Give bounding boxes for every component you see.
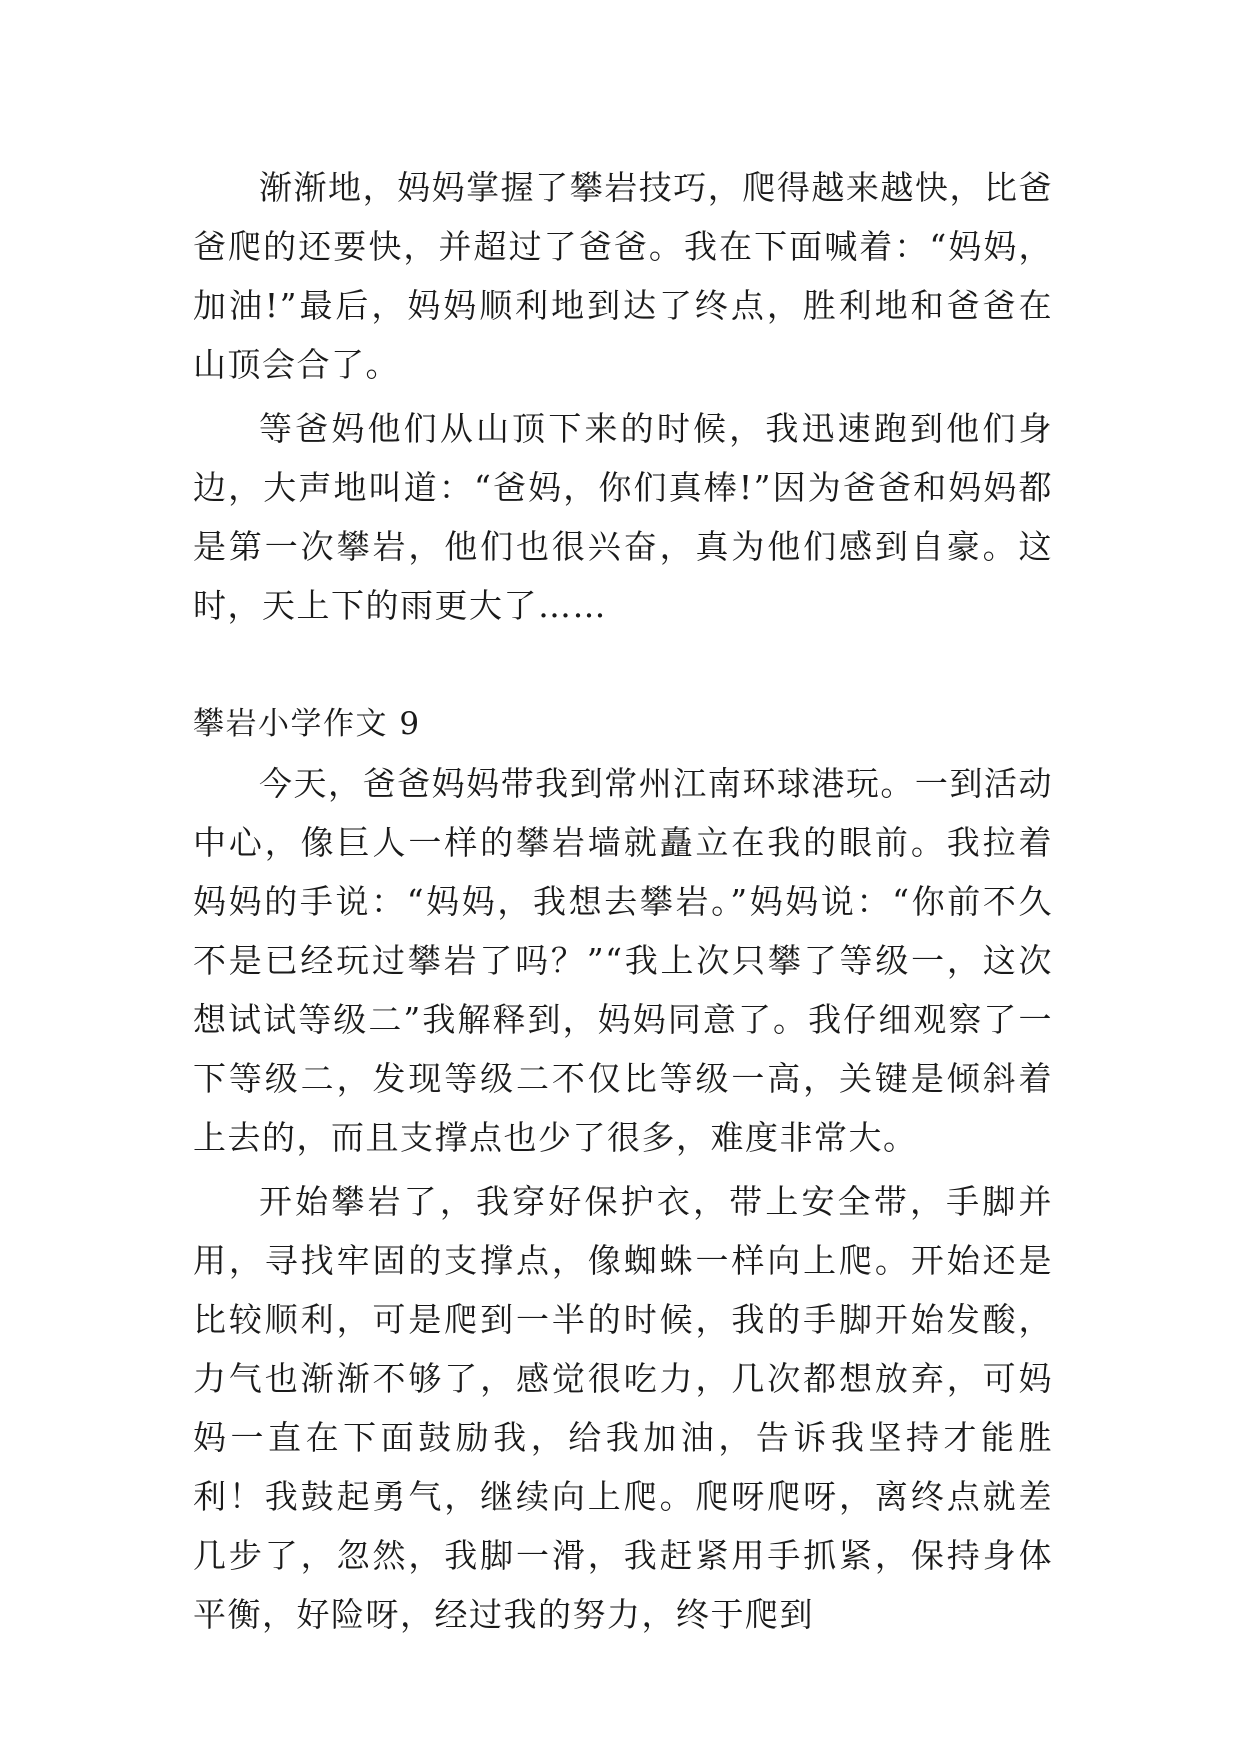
section-title: 攀岩小学作文 9 — [193, 706, 421, 742]
paragraph-4: 开始攀岩了，我穿好保护衣，带上安全带，手脚并用，寻找牢固的支撑点，像蜘蛛一样向上爬。开始还是比较顺利，可是爬到一半的时候，我的手脚开始发酸，力气也渐渐不够了，感觉很吃力，几次都想放弃，可妈妈一直在下面鼓励我，给我加油，告诉我坚持才能胜利！我鼓起勇气，继续向上爬。爬呀爬呀，离终点就差几步了，忽然，我脚一滑，我赶紧用手抓紧，保持身体平衡，好险呀，经过我的努力，终于爬到 — [193, 1182, 1053, 1634]
document-body — [193, 158, 1053, 1644]
paragraph-2: 等爸妈他们从山顶下来的时候，我迅速跑到他们身边，大声地叫道：“爸妈，你们真棒!”因为爸爸和妈妈都是第一次攀岩，他们也很兴奋，真为他们感到自豪。这时，天上下的雨更大了…… — [193, 409, 1053, 625]
paragraph-3: 今天，爸爸妈妈带我到常州江南环球港玩。一到活动中心，像巨人一样的攀岩墙就矗立在我的眼前。我拉着妈妈的手说：“妈妈，我想去攀岩。”妈妈说：“你前不久不是已经玩过攀岩了吗？”“我上次只攀了等级一，这次想试试等级二”我解释到，妈妈同意了。我仔细观察了一下等级二，发现等级二不仅比等级一高，关键是倾斜着上去的，而且支撑点也少了很多，难度非常大。 — [193, 764, 1053, 1157]
paragraph-1: 渐渐地，妈妈掌握了攀岩技巧，爬得越来越快，比爸爸爬的还要快，并超过了爸爸。我在下面喊着：“妈妈，加油!”最后，妈妈顺利地到达了终点，胜利地和爸爸在山顶会合了。 — [193, 168, 1053, 384]
